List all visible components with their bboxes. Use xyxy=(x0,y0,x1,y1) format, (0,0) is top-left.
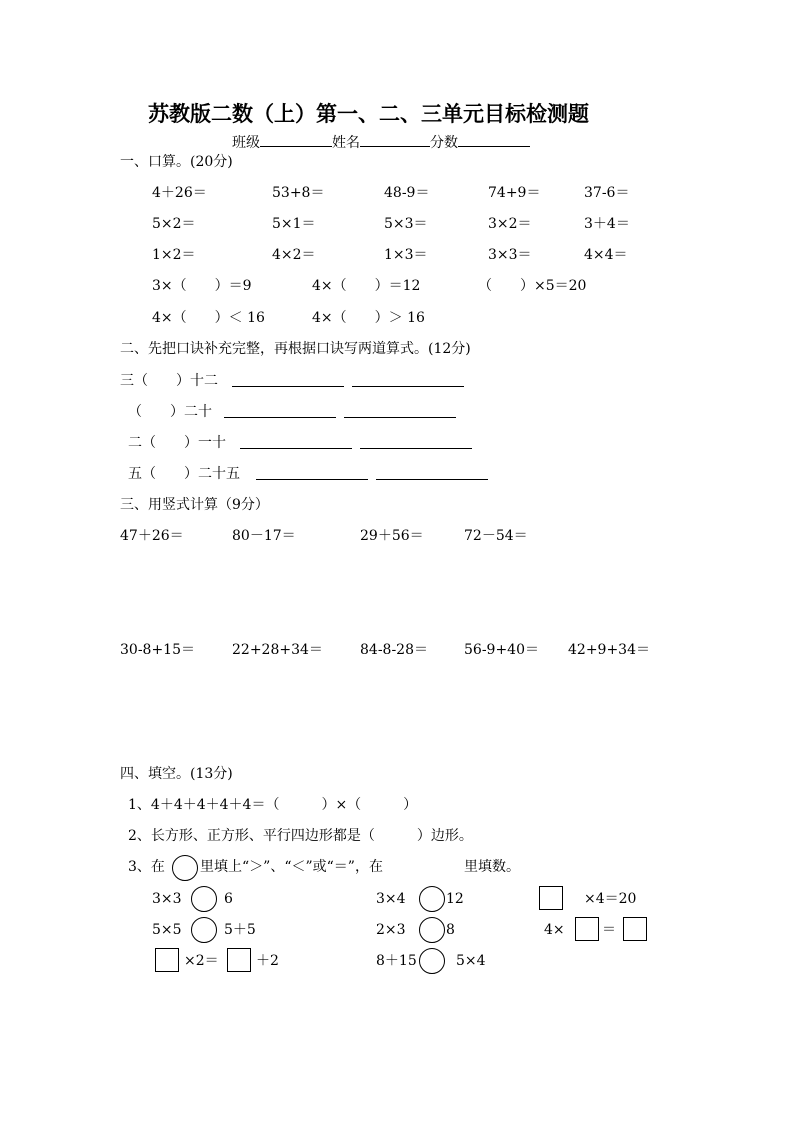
problem: 1×3＝ xyxy=(384,247,428,263)
equation-text: ＝ xyxy=(602,922,616,938)
problem: 4×（ ）＞ 16 xyxy=(312,310,425,326)
name-field[interactable] xyxy=(360,132,430,147)
section3-heading: 三、用竖式计算（9分） xyxy=(120,497,269,513)
problem: 5×2＝ xyxy=(152,216,196,232)
fill-question-3-suffix: 里填数。 xyxy=(464,859,520,875)
compare-right: 5×4 xyxy=(456,953,486,969)
problem: 3＋4＝ xyxy=(584,216,630,232)
problem: 4×4＝ xyxy=(584,247,628,263)
answer-line[interactable] xyxy=(344,417,456,418)
compare-circle[interactable] xyxy=(191,886,217,912)
vertical-problem: 47＋26＝ xyxy=(120,528,184,544)
section1-heading: 一、口算。(20分) xyxy=(120,154,233,170)
answer-line[interactable] xyxy=(232,386,344,387)
vertical-problem: 80－17＝ xyxy=(232,528,296,544)
equation-text: 4× xyxy=(544,922,565,938)
rhyme-prompt: 三（ ）十二 xyxy=(120,373,218,389)
compare-circle[interactable] xyxy=(419,948,445,974)
compare-right: 8 xyxy=(446,922,455,938)
equation-text: ×2＝ xyxy=(184,953,219,969)
problem: 53+8＝ xyxy=(272,185,325,201)
answer-box[interactable] xyxy=(575,917,599,941)
problem: 3×3＝ xyxy=(488,247,532,263)
section4-heading: 四、填空。(13分) xyxy=(120,766,233,782)
answer-line[interactable] xyxy=(352,386,464,387)
fill-question-1: 1、4＋4＋4＋4＋4＝（ ）×（ ） xyxy=(128,797,418,813)
answer-box[interactable] xyxy=(623,917,647,941)
fill-question-2: 2、长方形、正方形、平行四边形都是（ ）边形。 xyxy=(128,828,473,844)
problem: 4＋26＝ xyxy=(152,185,207,201)
class-label: 班级 xyxy=(232,135,260,151)
compare-left: 8＋15 xyxy=(376,953,417,969)
answer-box[interactable] xyxy=(539,886,563,910)
class-field[interactable] xyxy=(260,132,332,147)
problem: 4×（ ）＜ 16 xyxy=(152,310,265,326)
answer-line[interactable] xyxy=(256,479,368,480)
name-label: 姓名 xyxy=(332,135,360,151)
vertical-problem: 22+28+34＝ xyxy=(232,642,323,658)
compare-right: 6 xyxy=(224,891,233,907)
rhyme-prompt: 五（ ）二十五 xyxy=(128,466,240,482)
answer-line[interactable] xyxy=(360,448,472,449)
compare-left: 3×4 xyxy=(376,891,406,907)
score-field[interactable] xyxy=(458,132,530,147)
problem: 48-9＝ xyxy=(384,185,430,201)
problem: 3×2＝ xyxy=(488,216,532,232)
answer-line[interactable] xyxy=(240,448,352,449)
compare-circle[interactable] xyxy=(191,917,217,943)
equation-text: ＋2 xyxy=(256,953,279,969)
rhyme-prompt: （ ）二十 xyxy=(128,404,212,420)
problem: 1×2＝ xyxy=(152,247,196,263)
compare-left: 5×5 xyxy=(152,922,182,938)
problem: 5×3＝ xyxy=(384,216,428,232)
compare-circle[interactable] xyxy=(419,886,445,912)
problem: 4×2＝ xyxy=(272,247,316,263)
vertical-problem: 72－54＝ xyxy=(464,528,528,544)
compare-left: 2×3 xyxy=(376,922,406,938)
answer-line[interactable] xyxy=(224,417,336,418)
score-label: 分数 xyxy=(430,135,458,151)
problem: 4×（ ）＝12 xyxy=(312,278,421,294)
answer-line[interactable] xyxy=(376,479,488,480)
vertical-problem: 29＋56＝ xyxy=(360,528,424,544)
page-title: 苏教版二数（上）第一、二、三单元目标检测题 xyxy=(148,101,589,126)
equation-text: ×4＝20 xyxy=(584,891,637,907)
compare-right: 12 xyxy=(446,891,464,907)
vertical-problem: 56-9+40＝ xyxy=(464,642,539,658)
fill-question-3-middle: 里填上“＞”、“＜”或“＝”，在 xyxy=(200,859,383,875)
problem: 37-6＝ xyxy=(584,185,630,201)
info-line xyxy=(232,132,530,152)
problem: （ ）×5＝20 xyxy=(478,278,587,294)
section2-heading: 二、先把口诀补充完整，再根据口诀写两道算式。(12分) xyxy=(120,341,471,357)
vertical-problem: 84-8-28＝ xyxy=(360,642,428,658)
compare-right: 5＋5 xyxy=(224,922,256,938)
fill-question-3-prefix: 3、在 xyxy=(128,859,165,875)
compare-left: 3×3 xyxy=(152,891,182,907)
rhyme-prompt: 二（ ）一十 xyxy=(128,435,226,451)
problem: 5×1＝ xyxy=(272,216,316,232)
circle-symbol xyxy=(172,855,198,881)
problem: 74+9＝ xyxy=(488,185,541,201)
answer-box[interactable] xyxy=(155,948,179,972)
vertical-problem: 30-8+15＝ xyxy=(120,642,195,658)
compare-circle[interactable] xyxy=(419,917,445,943)
vertical-problem: 42+9+34＝ xyxy=(568,642,650,658)
answer-box[interactable] xyxy=(227,948,251,972)
problem: 3×（ ）＝9 xyxy=(152,278,252,294)
